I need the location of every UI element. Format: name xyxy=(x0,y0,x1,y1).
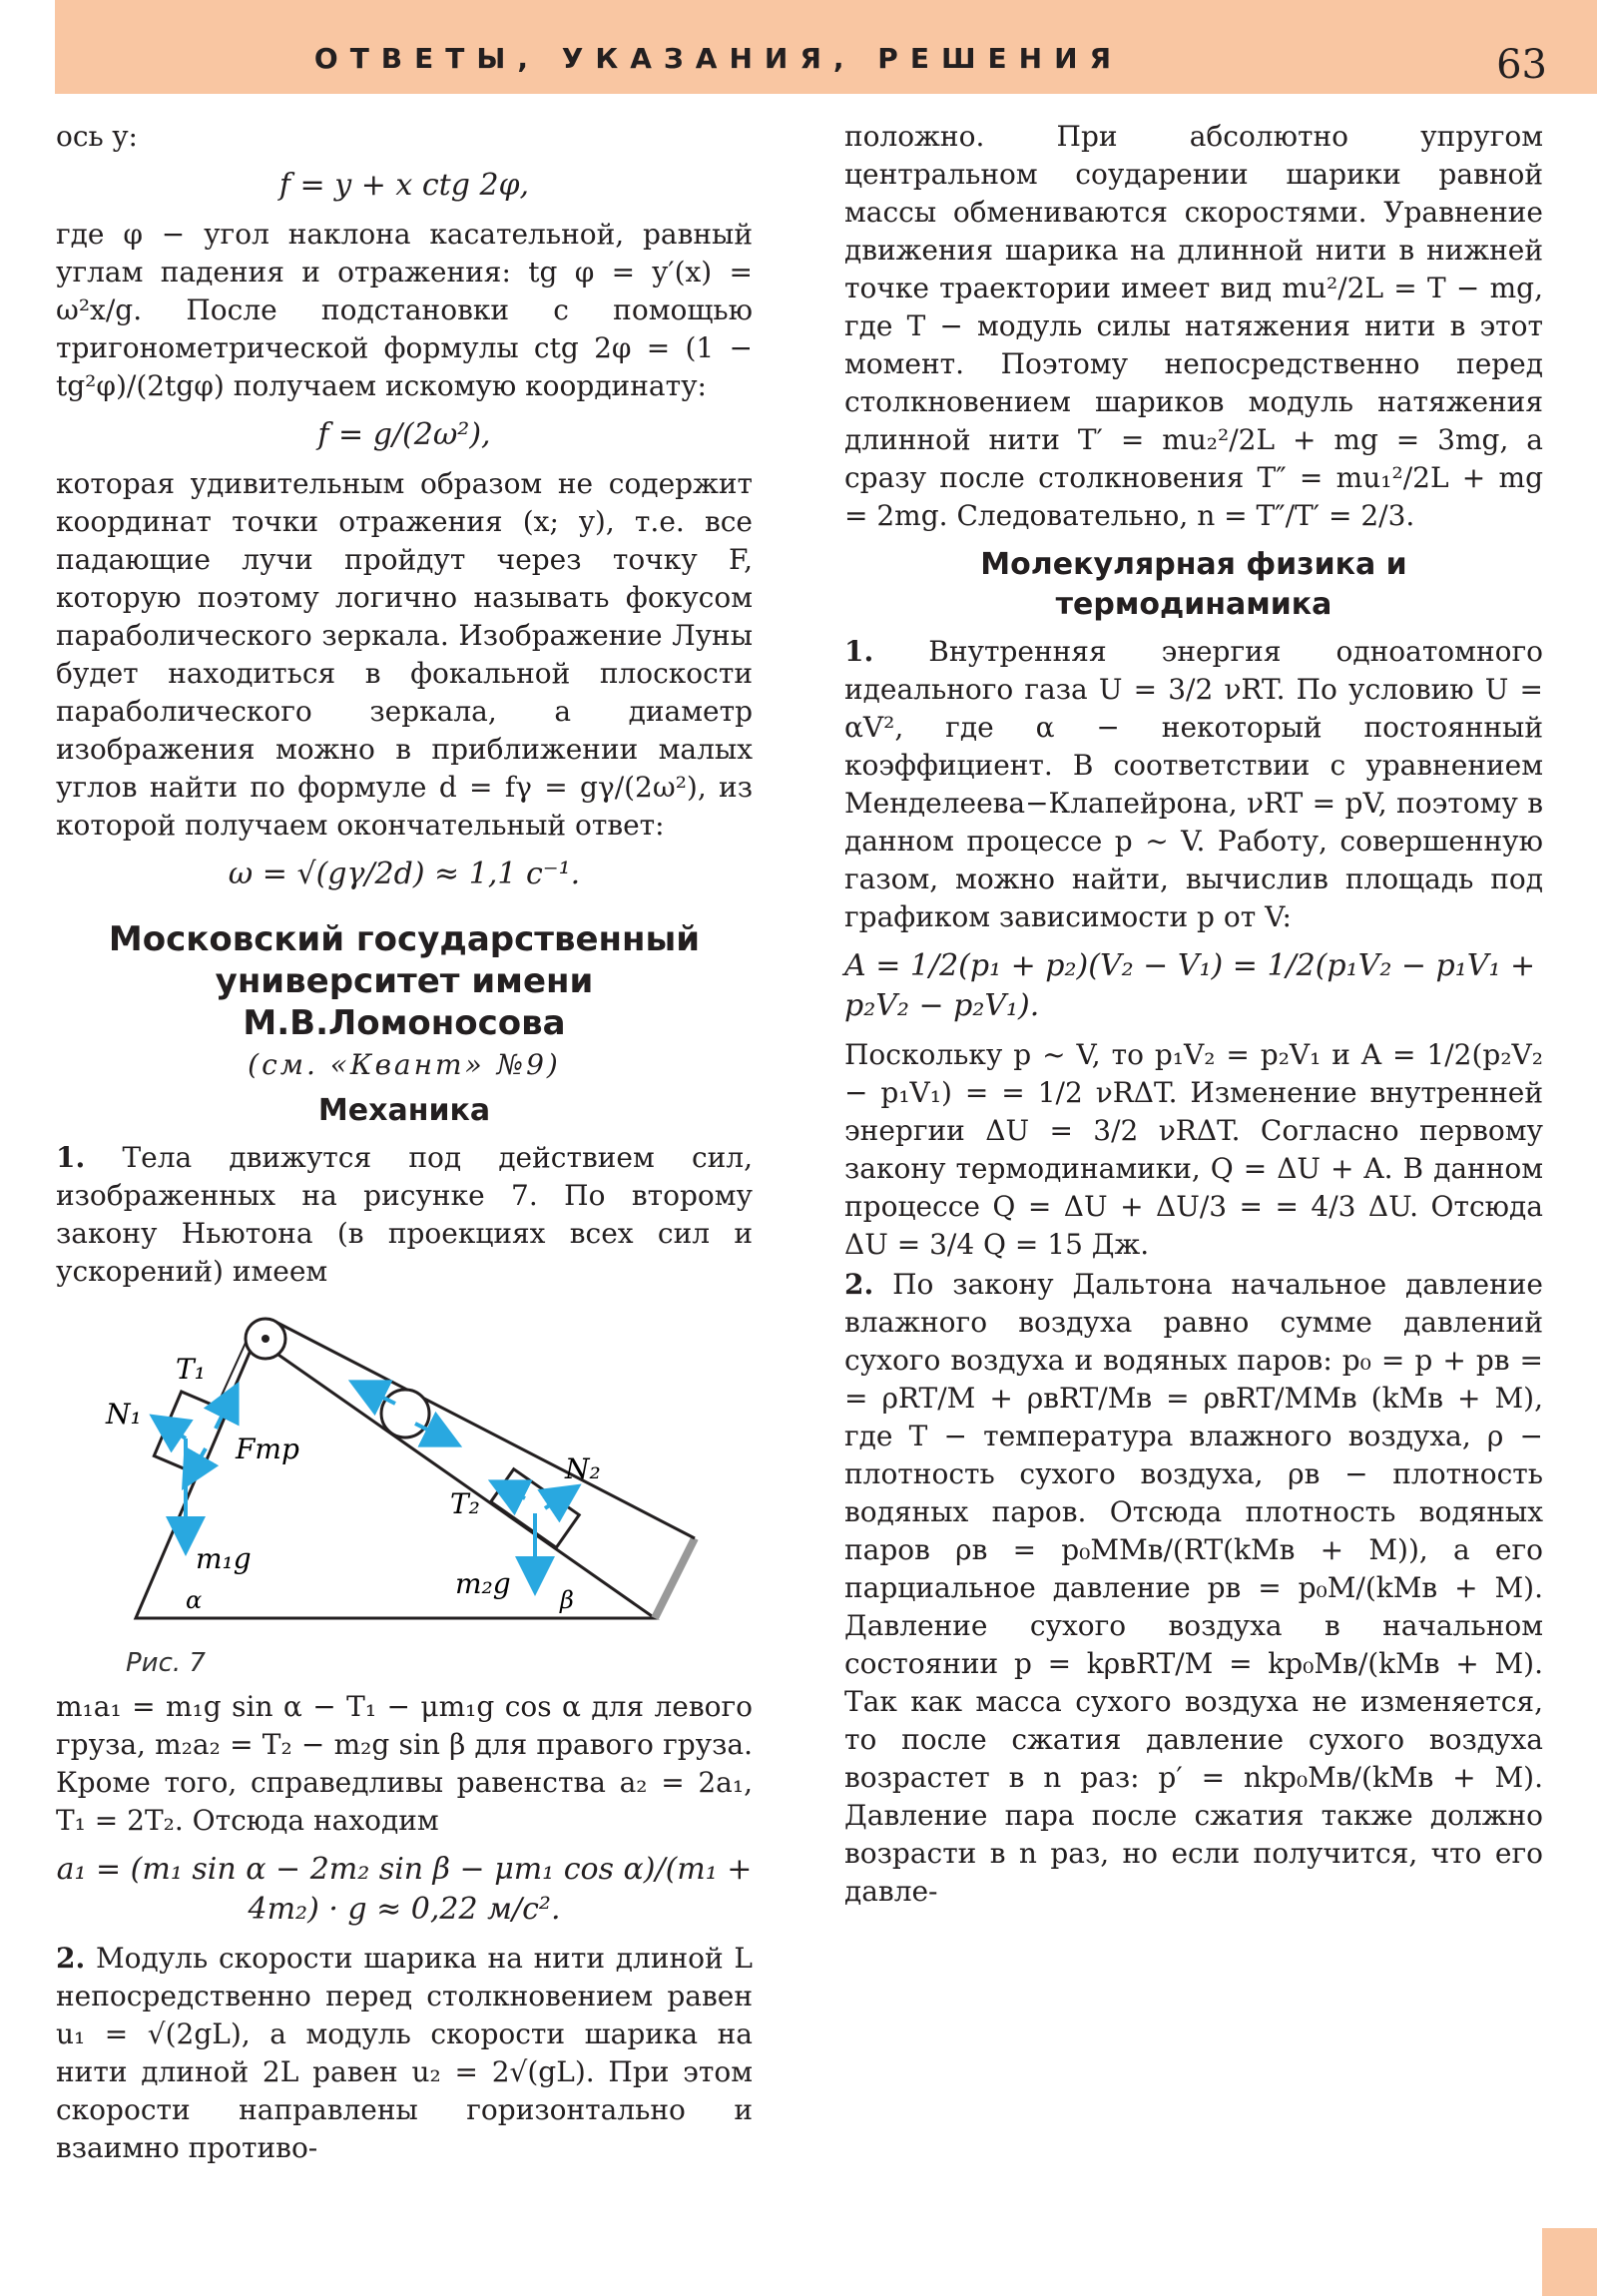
reference: (см. «Квант» №9) xyxy=(248,1048,561,1081)
rope xyxy=(277,1323,695,1538)
label-alpha: α xyxy=(186,1586,203,1614)
label-beta: β xyxy=(560,1586,574,1614)
item-text: Модуль скорости шарика на нити длиной L непосредственно перед столкновением равен u₁ = √(2gL), а модуль скорости шарика на нити длиной 2L равен u₂ = 2√(gL). При этом скорости направлены горизонтально и взаимно противо- xyxy=(56,1942,753,2164)
formula: f = g/(2ω²), xyxy=(317,417,491,452)
header-title: ОТВЕТЫ, УКАЗАНИЯ, РЕШЕНИЯ xyxy=(313,42,1124,75)
label-n2: N₂ xyxy=(565,1452,601,1485)
paragraph: ось y: xyxy=(56,120,138,153)
side-tab xyxy=(1542,2228,1597,2296)
label-m1g: m₁g xyxy=(196,1542,252,1575)
paragraph xyxy=(844,1266,1543,1911)
block-left xyxy=(154,1392,227,1475)
section-title xyxy=(56,918,753,1044)
page-number: 63 xyxy=(1496,42,1547,88)
formula: a₁ = (m₁ sin α − 2m₂ sin β − μm₁ cos α)/(m₁ + 4m₂) · g ≈ 0,22 м/с². xyxy=(56,1852,753,1927)
figure-caption: Рис. 7 xyxy=(126,1648,206,1678)
paragraph: m₁a₁ = m₁g sin α − T₁ − μm₁g cos α для левого груза, m₂a₂ = T₂ − m₂g sin β для правого груза. Кроме того, справедливы равенства a₂ = 2a₁, T₁ = 2T₂. Отсюда находим xyxy=(56,1690,753,1837)
pulley-moving xyxy=(381,1390,429,1437)
section-title-line: Московский государственный xyxy=(108,919,701,959)
figure-7 xyxy=(56,1309,753,1638)
subsection-title: Механика xyxy=(317,1093,491,1128)
paragraph: Поскольку p ~ V, то p₁V₂ = p₂V₁ и A = 1/2(p₂V₂ − p₁V₁) = = 1/2 νRΔT. Изменение внутренней энергии ΔU = 3/2 νRΔT. Согласно первому закону термодинамики, Q = ΔU + A. В данном процессе Q = ΔU + ΔU/3 = = 4/3 ΔU. Отсюда ΔU = 3/4 Q = 15 Дж. xyxy=(844,1038,1543,1261)
paragraph xyxy=(56,1940,753,2167)
label-t2: T₂ xyxy=(450,1487,480,1520)
label-n1: N₁ xyxy=(106,1398,142,1431)
item-text: Тела движутся под действием сил, изображенных на рисунке 7. По второму закону Ньютона (в проекциях всех сил и ускорений) имеем xyxy=(56,1141,753,1288)
incline-diagram xyxy=(56,1309,753,1638)
right-column xyxy=(844,118,1543,1913)
item-number: 2. xyxy=(56,1942,86,1975)
paragraph: которая удивительным образом не содержит координат точки отражения (x; y), т.е. все падающие лучи пройдут через точку F, которую поэтому логично называть фокусом параболического зеркала. Изображение Луны будет находиться в фокальной плоскости параболического зеркала, а диаметр изображения можно в приближении малых углов найти по формуле d = fγ = gγ/(2ω²), из которой получаем окончательный ответ: xyxy=(56,467,753,842)
paragraph xyxy=(844,633,1543,936)
label-m2g: m₂g xyxy=(455,1567,511,1600)
wall xyxy=(655,1538,695,1618)
left-column xyxy=(56,118,753,2169)
paragraph: положно. При абсолютно упругом центральном соударении шарики равной массы обмениваются скоростями. Уравнение движения шарика на длинной нити в нижней точке траектории имеет вид mu²/2L = T − mg, где T − модуль силы натяжения нити в этот момент. Поэтому непосредственно перед столкновением шариков модуль натяжения длинной нити T′ = mu₂²/2L + mg = 3mg, а сразу после столкновения T″ = mu₁²/2L + mg = 2mg. Следовательно, n = T″/T′ = 2/3. xyxy=(844,120,1543,532)
formula: f = y + x ctg 2φ, xyxy=(278,168,530,203)
formula: A = 1/2(p₁ + p₂)(V₂ − V₁) = 1/2(p₁V₂ − p₁V₁ + p₂V₂ − p₂V₁). xyxy=(844,948,1536,1023)
item-number: 2. xyxy=(844,1268,874,1301)
page-header xyxy=(55,0,1597,94)
paragraph xyxy=(56,1139,753,1291)
item-text: Внутренняя энергия одноатомного идеального газа U = 3/2 νRT. По условию U = αV², где α − некоторый постоянный коэффициент. В соответствии с уравнением Менделеева−Клапейрона, νRT = pV, поэтому в данном процессе p ~ V. Работу, совершенную газом, можно найти, вычислив площадь под графиком зависимости p от V: xyxy=(844,635,1543,933)
item-number: 1. xyxy=(56,1141,86,1174)
formula: ω = √(gγ/2d) ≈ 1,1 с⁻¹. xyxy=(228,857,581,891)
item-number: 1. xyxy=(844,635,874,668)
section-title-line: университет имени М.В.Ломоносова xyxy=(215,961,594,1043)
item-text: По закону Дальтона начальное давление влажного воздуха равно сумме давлений сухого воздуха и водяных паров: p₀ = p + pв = = ρRT/M + ρвRT/Mв = ρвRT/MMв (kMв + M), где T − температура влажного воздуха, ρ − плотность сухого воздуха, ρв − плотность водяных паров. Отсюда плотность водяных паров ρв = p₀MMв/(RT(kMв + M)), а его парциальное давление pв = p₀M/(kMв + M). Давление сухого воздуха в начальном состоянии p = kρвRT/M = kp₀Mв/(kMв + M). Так как масса сухого воздуха не изменяется, то после сжатия давление сухого воздуха возрастет в n раз: p′ = nkp₀Mв/(kMв + M). Давление пара после сжатия также должно возрасти в n раз, но если получится, что его давле- xyxy=(844,1268,1543,1908)
label-ftr: Fтр xyxy=(236,1433,299,1465)
label-t1: T₁ xyxy=(176,1353,206,1386)
section-title: Молекулярная физика и термодинамика xyxy=(980,547,1407,622)
paragraph: где φ − угол наклона касательной, равный углам падения и отражения: tg φ = y′(x) = ω²x/g. После подстановки с помощью тригонометрической формулы ctg 2φ = (1 − tg²φ)/(2tgφ) получаем искомую координату: xyxy=(56,218,753,402)
